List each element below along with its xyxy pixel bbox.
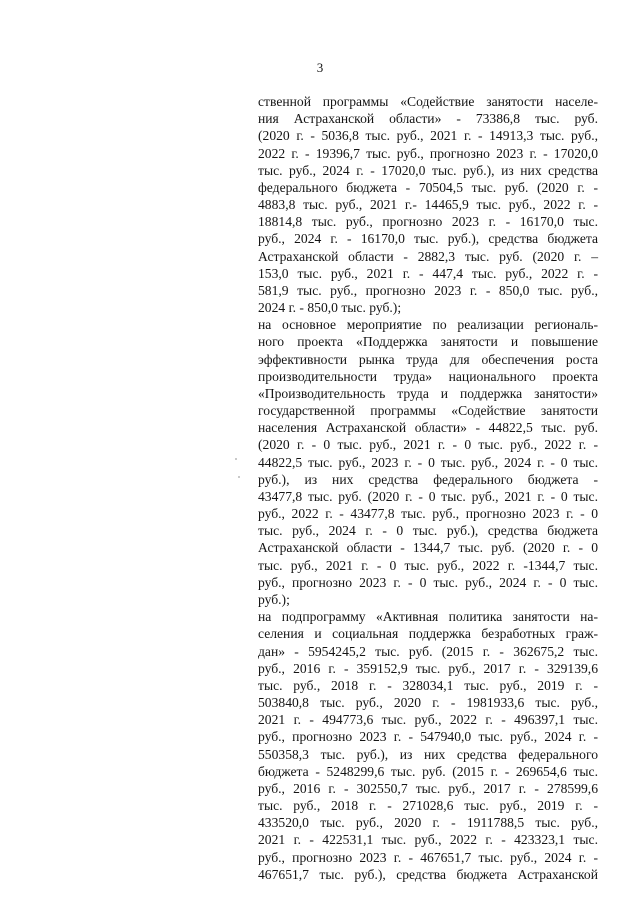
text-line: руб., 2022 г. - 43477,8 тыс. руб., прогнозно 2023 г. - 0: [258, 506, 598, 522]
text-line: государственной программы «Содействие занятости: [258, 403, 598, 419]
text-line: Астраханской области - 1344,7 тыс. руб. (2020 г. - 0: [258, 540, 598, 556]
text-line: руб.), из них средства федерального бюджета -: [258, 471, 598, 487]
text-line: производительности труда» национального проекта: [258, 368, 598, 384]
text-line: ния Астраханской области» - 73386,8 тыс. руб.: [258, 111, 598, 127]
text-line: (2020 г. - 5036,8 тыс. руб., 2021 г. - 14913,3 тыс. руб.,: [258, 128, 598, 144]
text-line: на основное мероприятие по реализации региональ-: [258, 317, 598, 333]
text-line: 581,9 тыс. руб., прогнозно 2023 г. - 850,0 тыс. руб.,: [258, 282, 598, 298]
text-line: 467651,7 тыс. руб.), средства бюджета Астраханской: [258, 866, 598, 882]
text-line: руб., 2016 г. - 302550,7 тыс. руб., 2017 г. - 278599,6: [258, 780, 598, 796]
text-line: 2024 г. - 850,0 тыс. руб.);: [258, 300, 402, 316]
text-line: 2021 г. - 422531,1 тыс. руб., 2022 г. - 423323,1 тыс.: [258, 832, 598, 848]
text-line: тыс. руб., 2018 г. - 271028,6 тыс. руб., 2019 г. -: [258, 798, 598, 814]
text-line: руб., 2016 г. - 359152,9 тыс. руб., 2017 г. - 329139,6: [258, 660, 598, 676]
text-line: бюджета - 5248299,6 тыс. руб. (2015 г. - 269654,6 тыс.: [258, 763, 598, 779]
text-line: 44822,5 тыс. руб., 2023 г. - 0 тыс. руб., 2024 г. - 0 тыс.: [258, 454, 598, 470]
text-line: руб., прогнозно 2023 г. - 0 тыс. руб., 2024 г. - 0 тыс.: [258, 574, 598, 590]
text-line: (2020 г. - 0 тыс. руб., 2021 г. - 0 тыс. руб., 2022 г. -: [258, 437, 598, 453]
text-line: 4883,8 тыс. руб., 2021 г.- 14465,9 тыс. руб., 2022 г. -: [258, 197, 598, 213]
text-line: тыс. руб., 2018 г. - 328034,1 тыс. руб., 2019 г. -: [258, 677, 598, 693]
text-line: 18814,8 тыс. руб., прогнозно 2023 г. - 16170,0 тыс.: [258, 214, 598, 230]
text-line: тыс. руб., 2021 г. - 0 тыс. руб., 2022 г. -1344,7 тыс.: [258, 557, 598, 573]
text-line: Астраханской области - 2882,3 тыс. руб. (2020 г. –: [258, 248, 598, 264]
text-line: тыс. руб., 2024 г. - 0 тыс. руб.), средства бюджета: [258, 523, 598, 539]
text-line: руб., прогнозно 2023 г. - 547940,0 тыс. руб., 2024 г. -: [258, 729, 598, 745]
text-line: дан» - 5954245,2 тыс. руб. (2015 г. - 362675,2 тыс.: [258, 643, 598, 659]
text-line: 2021 г. - 494773,6 тыс. руб., 2022 г. - 496397,1 тыс.: [258, 712, 598, 728]
text-line: федерального бюджета - 70504,5 тыс. руб. (2020 г. -: [258, 179, 598, 195]
document-body: [258, 93, 598, 883]
text-line: 153,0 тыс. руб., 2021 г. - 447,4 тыс. руб., 2022 г. -: [258, 265, 598, 281]
scan-speck: [235, 458, 237, 460]
text-line: 433520,0 тыс. руб., 2020 г. - 1911788,5 тыс. руб.,: [258, 815, 598, 831]
text-line: руб., прогнозно 2023 г. - 467651,7 тыс. руб., 2024 г. -: [258, 849, 598, 865]
text-line: 2022 г. - 19396,7 тыс. руб., прогнозно 2023 г. - 17020,0: [258, 145, 598, 161]
text-line: ного проекта «Поддержка занятости и повышение: [258, 334, 598, 350]
page-number: 3: [316, 60, 324, 75]
text-line: 43477,8 тыс. руб. (2020 г. - 0 тыс. руб., 2021 г. - 0 тыс.: [258, 488, 598, 504]
text-line: 503840,8 тыс. руб., 2020 г. - 1981933,6 тыс. руб.,: [258, 695, 598, 711]
text-line: руб.);: [258, 591, 290, 607]
text-line: 550358,3 тыс. руб.), из них средства федерального: [258, 746, 598, 762]
text-line: селения и социальная поддержка безработных граж-: [258, 626, 598, 642]
text-line: ственной программы «Содействие занятости населе-: [258, 94, 598, 109]
text-line: тыс. руб., 2024 г. - 17020,0 тыс. руб.), из них средства: [258, 162, 598, 178]
scan-speck: [238, 476, 240, 478]
text-line: населения Астраханской области» - 44822,5 тыс. руб.: [258, 420, 598, 436]
text-line: «Производительность труда и поддержка занятости»: [258, 385, 598, 401]
text-line: руб., 2024 г. - 16170,0 тыс. руб.), средства бюджета: [258, 231, 598, 247]
text-line: на подпрограмму «Активная политика занятости на-: [258, 609, 598, 625]
text-line: эффективности рынка труда для обеспечения роста: [258, 351, 598, 367]
